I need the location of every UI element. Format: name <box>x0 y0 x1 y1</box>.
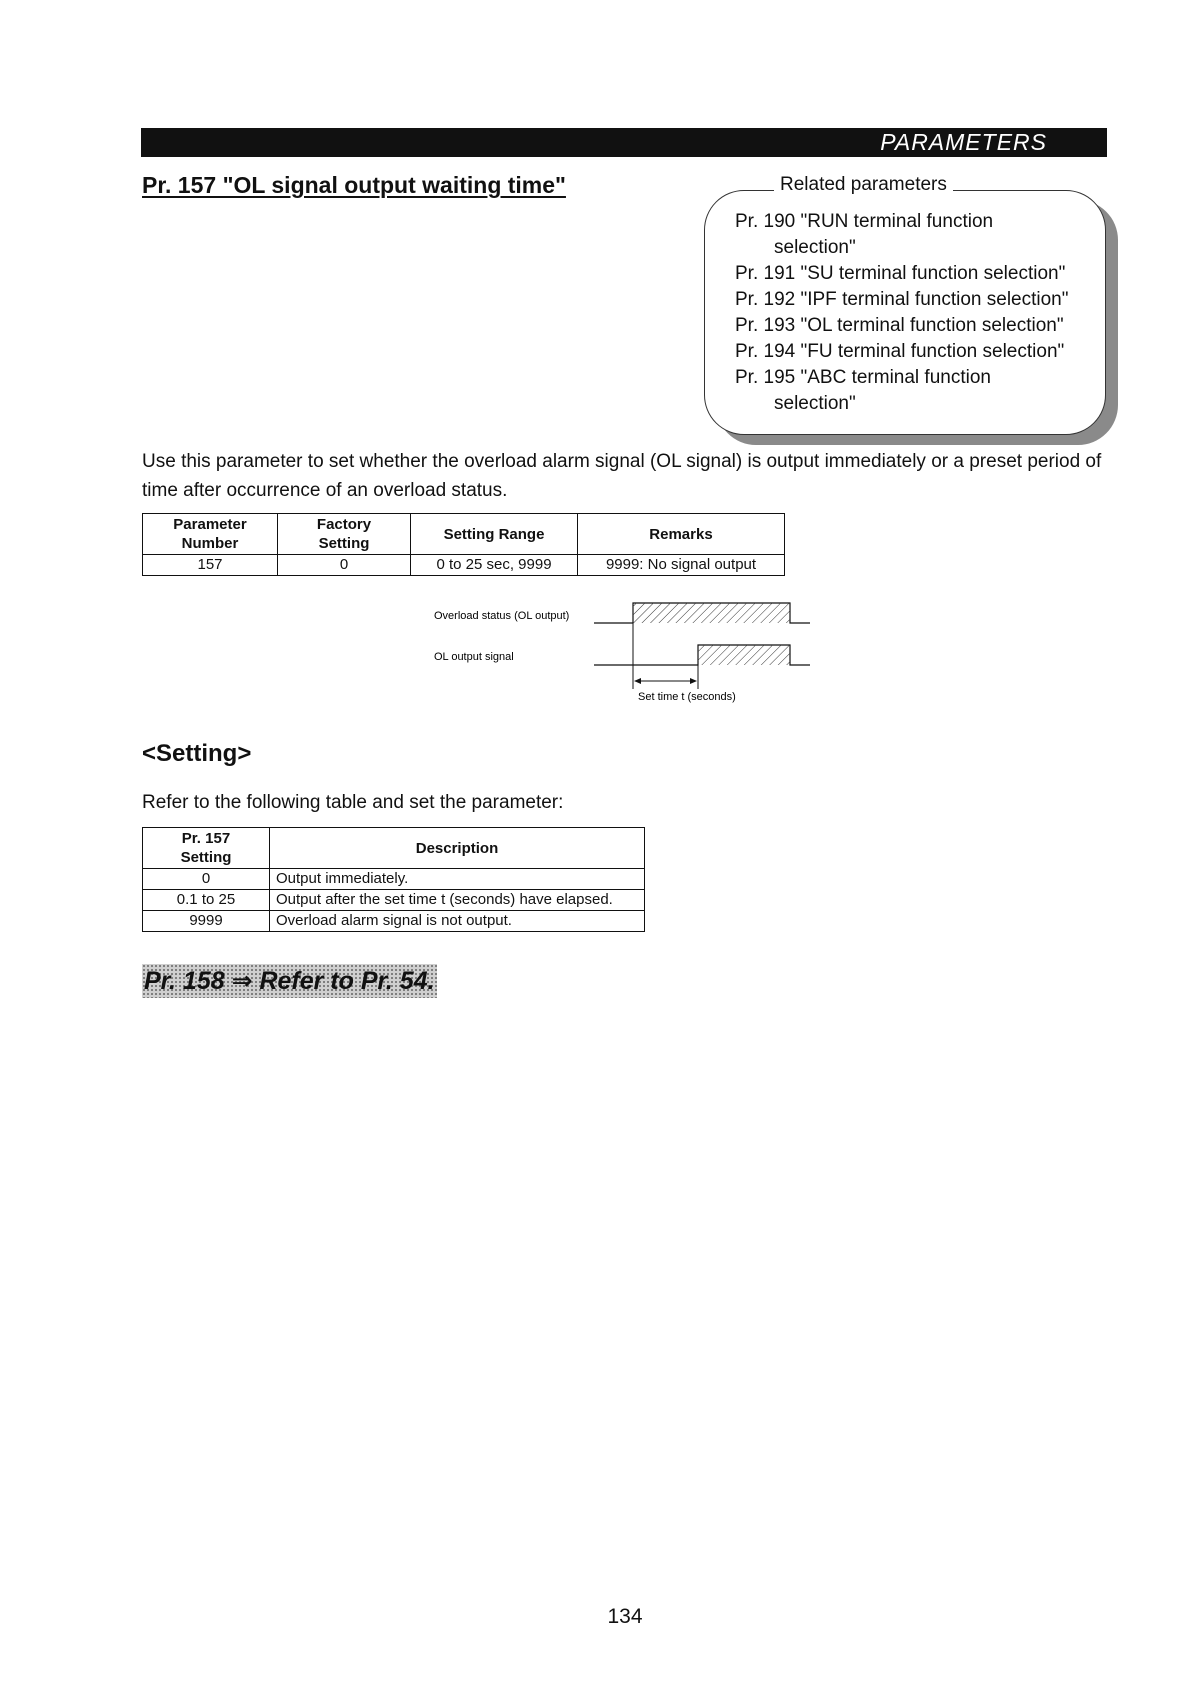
col-factory-setting: Factory Setting <box>278 514 411 555</box>
cell-setting: 9999 <box>143 911 270 932</box>
cell-remarks: 9999: No signal output <box>578 555 785 576</box>
table-row <box>143 890 645 911</box>
timing-diagram-svg <box>430 597 830 713</box>
page-number: 134 <box>607 1605 643 1628</box>
related-parameters-box <box>704 190 1106 435</box>
cell-setting: 0 <box>143 869 270 890</box>
cell-description: Overload alarm signal is not output. <box>270 911 645 932</box>
setting-intro: Refer to the following table and set the parameter: <box>142 792 564 813</box>
overload-status-hatch <box>633 603 790 623</box>
page-title: Pr. 157 "OL signal output waiting time" <box>142 172 566 198</box>
label-ol-output-signal: OL output signal <box>434 651 514 663</box>
col-parameter-number: Parameter Number <box>143 514 278 555</box>
table-row <box>143 911 645 932</box>
related-item: Pr. 193 "OL terminal function selection" <box>735 315 1064 336</box>
related-parameters-list <box>735 209 1068 417</box>
intro-paragraph: Use this parameter to set whether the overload alarm signal (OL signal) is output immediately or a preset period of time after occurrence of an overload status. <box>142 451 1102 501</box>
table-row <box>143 869 645 890</box>
section-label: PARAMETERS <box>880 129 1047 155</box>
col-setting-range: Setting Range <box>411 514 578 555</box>
col-description: Description <box>270 828 645 869</box>
setting-heading: <Setting> <box>142 740 252 767</box>
arrow-left-icon <box>634 678 641 684</box>
cell-setting-range: 0 to 25 sec, 9999 <box>411 555 578 576</box>
arrow-right-icon <box>690 678 697 684</box>
timing-diagram <box>430 597 830 713</box>
related-parameters-heading: Related parameters <box>774 172 953 198</box>
col-pr157-setting: Pr. 157 Setting <box>143 828 270 869</box>
ol-output-hatch <box>698 645 790 665</box>
label-set-time: Set time t (seconds) <box>638 691 736 703</box>
table-header-row <box>143 828 645 869</box>
refer-to-pr54-banner: Pr. 158 ⇒ Refer to Pr. 54. <box>142 964 437 998</box>
table-row <box>143 555 785 576</box>
section-header-bar <box>141 128 1107 157</box>
cell-parameter-number: 157 <box>143 555 278 576</box>
cell-description: Output immediately. <box>270 869 645 890</box>
col-remarks: Remarks <box>578 514 785 555</box>
related-item: Pr. 190 "RUN terminal function selection" <box>735 211 994 258</box>
related-item: Pr. 194 "FU terminal function selection" <box>735 341 1065 362</box>
related-item: Pr. 191 "SU terminal function selection" <box>735 263 1066 284</box>
cell-setting: 0.1 to 25 <box>143 890 270 911</box>
table-header-row <box>143 514 785 555</box>
label-overload-status: Overload status (OL output) <box>434 610 570 622</box>
cell-description: Output after the set time t (seconds) have elapsed. <box>270 890 645 911</box>
setting-table <box>142 827 645 932</box>
parameter-table <box>142 513 785 576</box>
cell-factory-setting: 0 <box>278 555 411 576</box>
related-item: Pr. 192 "IPF terminal function selection" <box>735 289 1069 310</box>
related-item: Pr. 195 "ABC terminal function selection" <box>735 367 991 414</box>
